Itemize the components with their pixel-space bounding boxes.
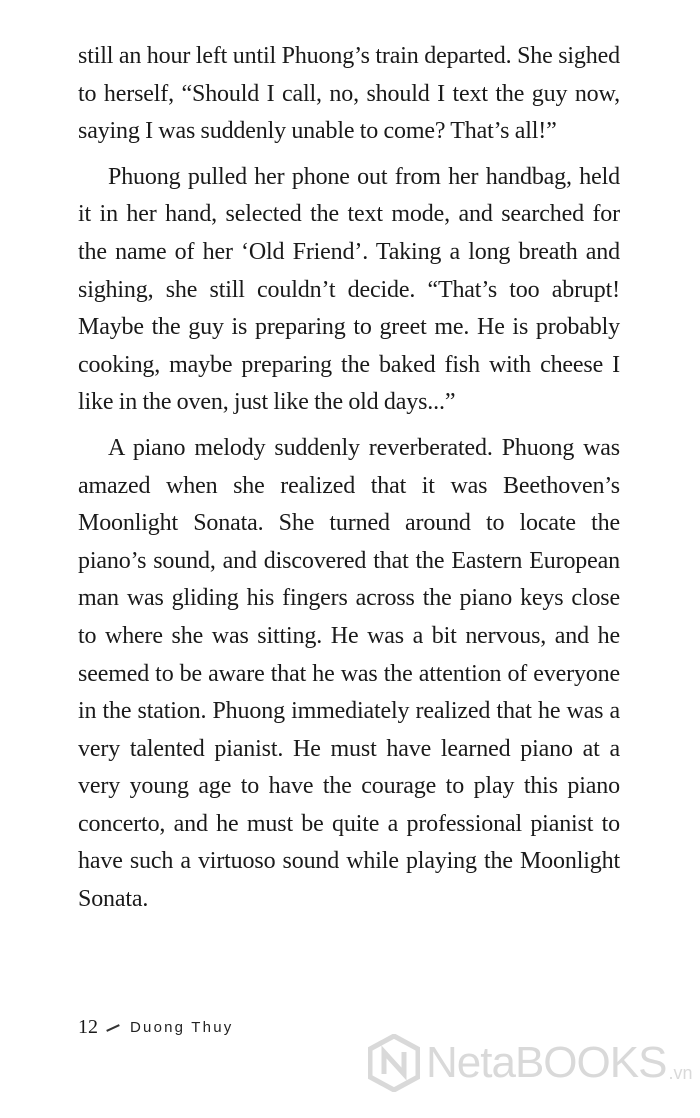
watermark-suffix: .vn bbox=[668, 1063, 693, 1083]
paragraph-2: Phuong pulled her phone out from her handbag, held it in her hand, selected the text mode, and searched for the name of her ‘Old Friend’. Taking a long breath and sighing, she still couldn’t decide. “That’s too abrupt! Maybe the guy is preparing to greet me. He is probably cooking, maybe preparing the baked fish with cheese I like in the oven, just like the old days...” bbox=[78, 163, 620, 416]
footer-dash-icon bbox=[106, 1024, 120, 1032]
watermark-brand: NetaBOOKS bbox=[426, 1038, 667, 1087]
netabooks-logo-icon bbox=[368, 1034, 420, 1092]
watermark bbox=[368, 1034, 692, 1092]
paragraph-3: A piano melody suddenly reverberated. Phuong was amazed when she realized that it was Beethoven’s Moonlight Sonata. She turned around to locate the piano’s sound, and discovered that the Eastern European man was gliding his fingers across the piano keys close to where she was sitting. He was a bit nervous, and he seemed to be aware that he was the attention of everyone in the station. Phuong immediately realized that he was a very talented pianist. He must have learned piano at a very young age to have the courage to play this piano concerto, and he must be quite a professional pianist to have such a virtuoso sound while playing the Moonlight Sonata. bbox=[78, 434, 620, 913]
page-number: 12 bbox=[78, 1016, 98, 1038]
page-footer bbox=[78, 1016, 233, 1039]
body-text bbox=[78, 38, 620, 927]
paragraph-1: still an hour left until Phuong’s train departed. She sighed to herself, “Should I call, no, should I text the guy now, saying I was suddenly unable to come? That’s all!” bbox=[78, 43, 620, 145]
author-name: Duong Thuy bbox=[130, 1019, 234, 1036]
